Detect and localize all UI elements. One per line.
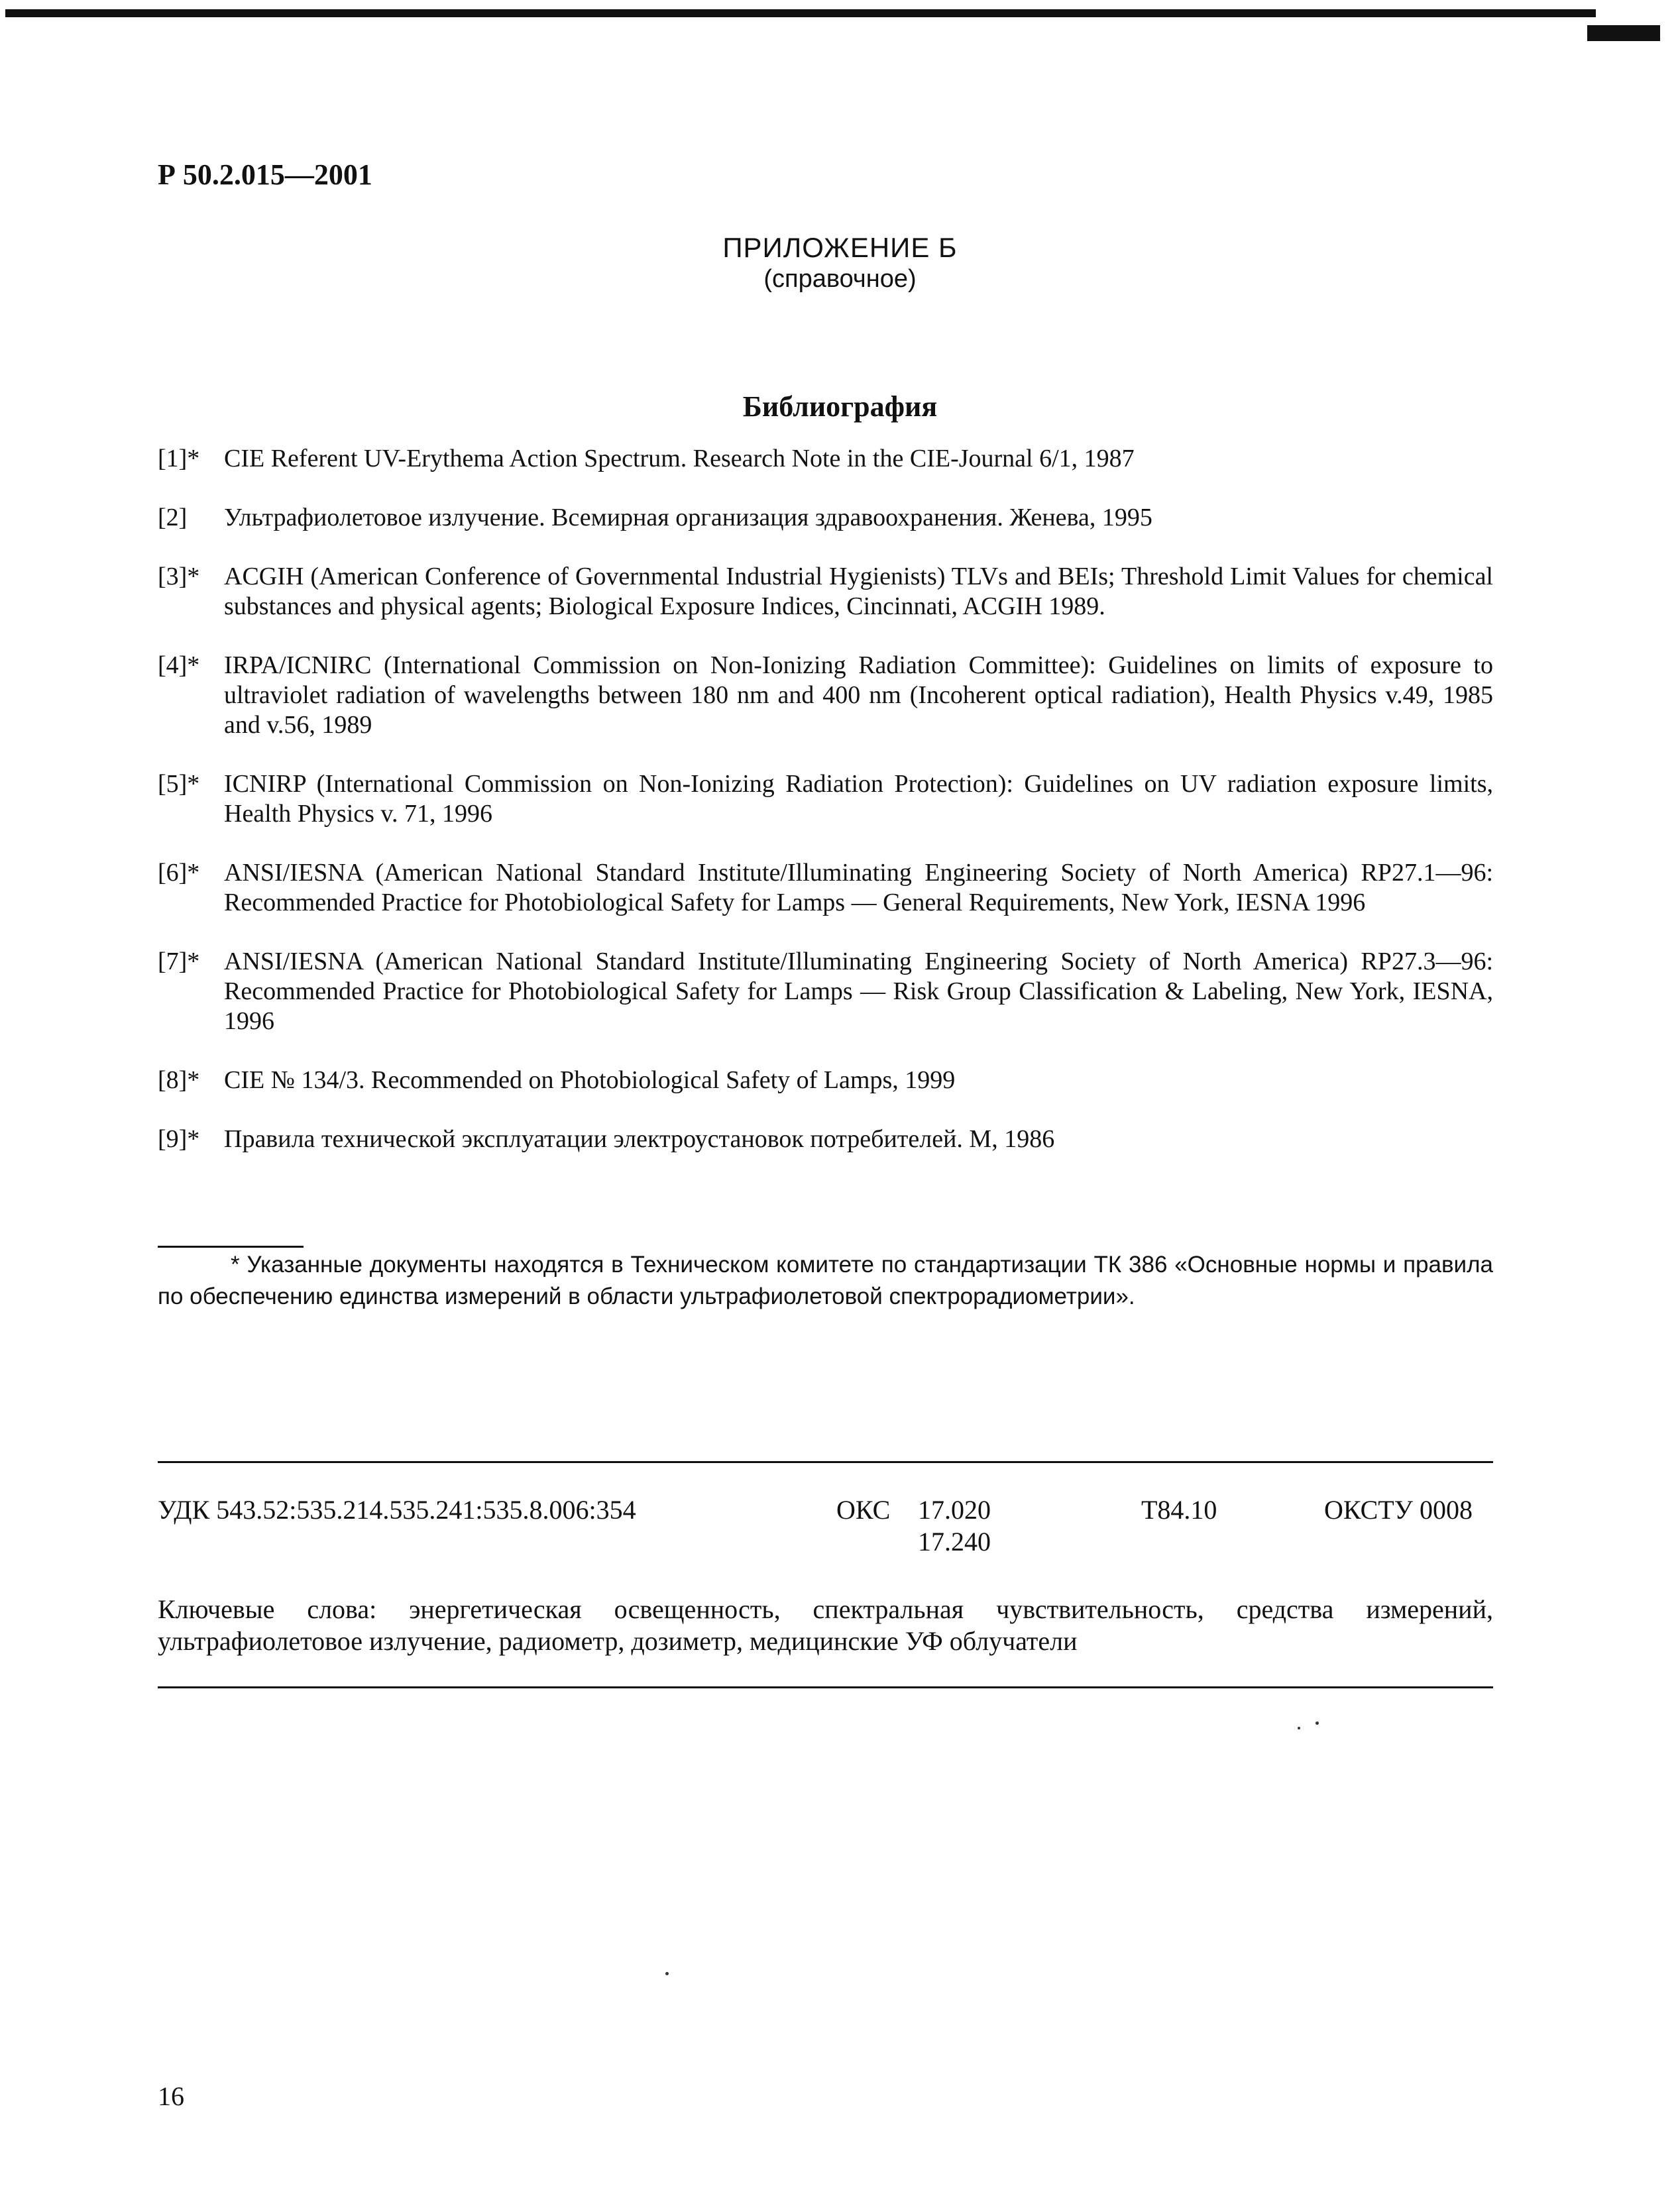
entry-text: Ультрафиолетовое излучение. Всемирная организация здравоохранения. Женева, 1995 — [224, 504, 1152, 531]
entry-number: [5]* — [158, 770, 200, 798]
oks-code: 17.020 — [918, 1495, 991, 1525]
entry-number: [9]* — [158, 1125, 200, 1153]
footnote-separator — [158, 1246, 304, 1248]
bibliography-entry — [158, 947, 1493, 1036]
bibliography-entry — [158, 858, 1493, 918]
entry-text: CIE Referent UV-Erythema Action Spectrum. Research Note in the CIE-Journal 6/1, 1987 — [224, 445, 1135, 472]
appendix-subtitle: (справочное) — [763, 265, 917, 293]
entry-number: [4]* — [158, 651, 200, 679]
entry-text: ICNIRP (International Commission on Non-Ionizing Radiation Protection): Guidelines on UV radiation exposure limits, Health Physics v. 71, 1996 — [224, 770, 1493, 828]
bibliography-entry — [158, 1066, 1493, 1095]
bibliography-entry — [158, 562, 1493, 622]
entry-number: [1]* — [158, 445, 200, 472]
bibliography-heading: Библиография — [742, 390, 938, 423]
entry-text: Правила технической эксплуатации электроустановок потребителей. М, 1986 — [224, 1125, 1055, 1153]
keywords: Ключевые слова: энергетическая освещенность, спектральная чувствительность, средства измерений, ультрафиолетовое излучение, радиометр, дозиметр, медицинские УФ облучатели — [158, 1594, 1493, 1656]
t-code: Т84.10 — [1141, 1495, 1217, 1525]
classification-top-rule — [158, 1461, 1493, 1463]
entry-text: ACGIH (American Conference of Governmental Industrial Hygienists) TLVs and BEIs; Threshold Limit Values for chemical substances and physical agents; Biological Exposure Indices, Cincinnati, ACGIH 1989. — [224, 563, 1493, 620]
bibliography-entry — [158, 769, 1493, 829]
okstu-code: ОКСТУ 0008 — [1324, 1495, 1473, 1525]
footnote: * Указанные документы находятся в Техническом комитете по стандартизации ТК 386 «Основные нормы и правила по обеспечению единства измерений в области ультрафиолетовой спектрорадиометрии». — [158, 1252, 1493, 1309]
udk-code: УДК 543.52:535.214.535.241:535.8.006:354 — [158, 1495, 636, 1525]
entry-text: IRPA/ICNIRC (International Commission on Non-Ionizing Radiation Committee): Guidelines on limits of exposure to ultraviolet radiation of wavelengths between 180 nm and 400 nm (Incoherent optical radiation), Health Physics v.49, 1985 and v.56, 1989 — [224, 651, 1493, 739]
top-border-rule-tail — [1587, 25, 1660, 41]
bibliography-entry — [158, 1124, 1493, 1154]
page-number: 16 — [158, 2081, 184, 2111]
oks-codes — [918, 1494, 991, 1558]
entry-number: [3]* — [158, 563, 200, 590]
appendix-title: ПРИЛОЖЕНИЕ Б — [722, 232, 958, 263]
entry-number: [2] — [158, 504, 188, 531]
scan-speck — [665, 1972, 669, 1975]
entry-number: [7]* — [158, 948, 200, 975]
entry-number: [6]* — [158, 859, 200, 887]
scan-speck — [1298, 1727, 1300, 1729]
oks-code: 17.240 — [918, 1527, 991, 1557]
top-border-rule — [5, 9, 1596, 17]
bibliography-entry — [158, 651, 1493, 740]
entry-text: ANSI/IESNA (American National Standard Institute/Illuminating Engineering Society of North America) RP27.3—96: Recommended Practice for Photobiological Safety for Lamps — Risk Group Classification & Labeling, New York, IESNA, 1996 — [224, 948, 1493, 1035]
bibliography-entry — [158, 444, 1493, 474]
classification-bottom-rule — [158, 1686, 1493, 1688]
bibliography-list — [158, 444, 1493, 1183]
document-code: Р 50.2.015—2001 — [158, 158, 372, 191]
bibliography-entry — [158, 503, 1493, 533]
entry-text: CIE № 134/3. Recommended on Photobiological Safety of Lamps, 1999 — [224, 1066, 956, 1094]
entry-number: [8]* — [158, 1066, 200, 1094]
scan-speck — [1316, 1721, 1319, 1725]
oks-label: ОКС — [836, 1495, 891, 1525]
entry-text: ANSI/IESNA (American National Standard Institute/Illuminating Engineering Society of North America) RP27.1—96: Recommended Practice for Photobiological Safety for Lamps — General Requirements, New York, IESNA 1996 — [224, 859, 1493, 916]
